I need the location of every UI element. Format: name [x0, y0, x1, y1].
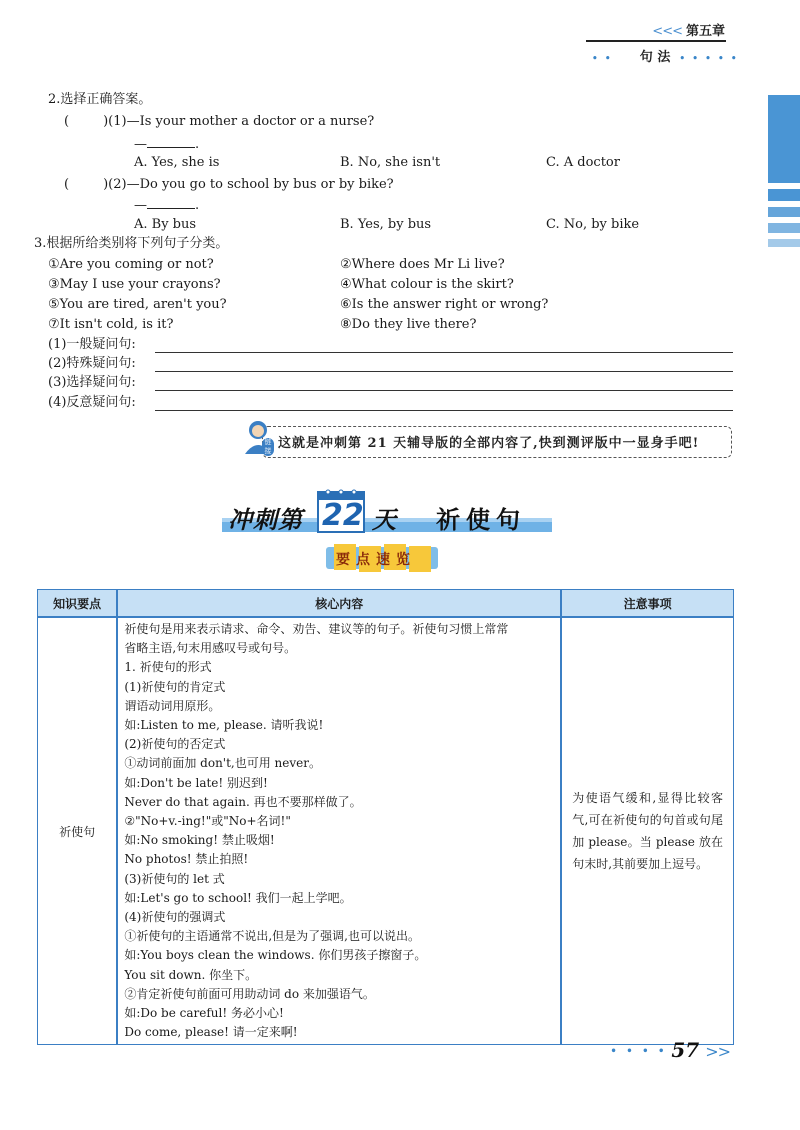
dots-right-icon: • • • • •: [679, 54, 739, 64]
keypoints-label: 要点速览: [336, 552, 416, 568]
core-line: ②肯定祈使句前面可用助动词 do 来加强语气。: [124, 986, 375, 1001]
dash: —: [134, 137, 147, 152]
q2-item-1-stem: [64, 113, 374, 131]
answer-line-1[interactable]: [155, 351, 733, 353]
sentence-5: ⑤You are tired, aren't you?: [48, 297, 227, 312]
answer-line-4[interactable]: [155, 409, 733, 411]
q3-title: 3.根据所给类别将下列句子分类。: [34, 236, 229, 251]
side-tab: [768, 95, 800, 183]
category-2: (2)特殊疑问句:: [48, 356, 136, 371]
core-line: ①动词前面加 don't,也可用 never。: [124, 756, 321, 771]
core-line: 省略主语,句末用感叹号或句号。: [124, 641, 297, 656]
paren-close: ): [103, 177, 109, 192]
title-topic: 祈使句: [436, 505, 526, 534]
core-line: You sit down. 你坐下。: [124, 967, 258, 982]
chevron-left-icon: <<<: [652, 24, 682, 39]
category-1: (1)一般疑问句:: [48, 337, 136, 352]
core-line: 祈使句是用来表示请求、命令、劝告、建议等的句子。祈使句习惯上常常: [124, 622, 509, 636]
core-line: 如:Let's go to school! 我们一起上学吧。: [124, 890, 352, 905]
title-prefix: 冲刺第: [228, 505, 303, 534]
side-tab: [768, 207, 800, 217]
chapter-label: [652, 20, 725, 39]
option-c: C. A doctor: [546, 155, 620, 170]
category-4: (4)反意疑问句:: [48, 395, 136, 410]
sentence-1: ①Are you coming or not?: [48, 257, 214, 272]
answer-line-3[interactable]: [155, 389, 733, 391]
dots-left-icon: • •: [592, 54, 613, 64]
period: .: [195, 198, 200, 213]
core-line: 如:Listen to me, please. 请听我说!: [124, 718, 324, 733]
core-line: 1. 祈使句的形式: [124, 660, 212, 675]
paren-open: (: [64, 177, 70, 192]
dash: —: [134, 198, 147, 213]
core-line: (3)祈使句的 let 式: [124, 871, 225, 886]
table-row: [37, 617, 734, 1045]
core-line: 如:Don't be late! 别迟到!: [124, 775, 268, 790]
side-tab: [768, 239, 800, 247]
item-stem: —Do you go to school by bus or by bike?: [126, 177, 394, 192]
core-line: No photos! 禁止拍照!: [124, 852, 249, 867]
title-suffix: 天: [372, 505, 397, 534]
link-tag-char: 链: [264, 438, 272, 446]
item-stem: —Is your mother a doctor or a nurse?: [126, 114, 375, 129]
paren-open: (: [64, 114, 70, 129]
core-line: (2)祈使句的否定式: [124, 737, 226, 752]
day-number: 22: [322, 498, 364, 533]
core-line: (1)祈使句的肯定式: [124, 679, 226, 694]
bubble-text: 这就是冲刺第 21 天辅导版的全部内容了,快到测评版中一显身手吧!: [278, 436, 700, 451]
item-number: (2): [108, 177, 127, 192]
core-line: 如:Do be careful! 务必小心!: [124, 1006, 284, 1021]
period: .: [195, 137, 200, 152]
q2-item-1-answer[interactable]: [134, 135, 199, 154]
core-line: Never do that again. 再也不要那样做了。: [124, 794, 362, 809]
q2-title: 2.选择正确答案。: [48, 92, 152, 107]
sentence-8: ⑧Do they live there?: [340, 317, 477, 332]
core-line: ②"No+v.-ing!"或"No+名词!": [124, 814, 291, 829]
q2-item-2-answer[interactable]: [134, 196, 199, 215]
core-line: 如:You boys clean the windows. 你们男孩子擦窗子。: [124, 948, 427, 963]
option-c: C. No, by bike: [546, 217, 640, 232]
option-a: A. By bus: [134, 217, 197, 232]
link-tag: [262, 438, 274, 456]
item-number: (1): [108, 114, 127, 129]
chevron-right-icon: >>: [705, 1042, 730, 1061]
core-line: 如:No smoking! 禁止吸烟!: [124, 833, 275, 848]
header-note: 注意事项: [561, 589, 734, 617]
core-line: Do come, please! 请一定来啊!: [124, 1025, 298, 1040]
page-number-value: 57: [671, 1038, 700, 1062]
sentence-3: ③May I use your crayons?: [48, 277, 221, 292]
chapter-title: 第五章: [685, 24, 725, 39]
grammar-table: [37, 589, 734, 1045]
header-key: 知识要点: [37, 589, 117, 617]
category-3: (3)选择疑问句:: [48, 375, 136, 390]
section-title: 句 法: [639, 50, 671, 65]
q2-item-2-stem: [64, 176, 394, 194]
header-rule: [586, 40, 726, 42]
sentence-4: ④What colour is the skirt?: [340, 277, 514, 292]
sentence-7: ⑦It isn't cold, is it?: [48, 317, 174, 332]
core-line: (4)祈使句的强调式: [124, 910, 226, 925]
option-b: B. No, she isn't: [340, 155, 441, 170]
option-a: A. Yes, she is: [134, 155, 220, 170]
sentence-6: ⑥Is the answer right or wrong?: [340, 297, 549, 312]
core-line: ①祈使句的主语通常不说出,但是为了强调,也可以说出。: [124, 929, 420, 944]
option-b: B. Yes, by bus: [340, 217, 432, 232]
answer-blank[interactable]: [147, 135, 195, 148]
sentence-2: ②Where does Mr Li live?: [340, 257, 505, 272]
page-number: [610, 1038, 730, 1062]
header-core: 核心内容: [117, 589, 561, 617]
core-cell: [117, 617, 561, 1045]
section-label: [592, 46, 739, 65]
note-cell: 为使语气缓和,显得比较客气,可在祈使句的句首或句尾加 please。当 please 放在句末时,其前要加上逗号。: [561, 617, 734, 1045]
link-tag-char: 接: [264, 447, 272, 455]
side-tabs: [768, 95, 800, 253]
paren-close: ): [103, 114, 109, 129]
core-line: 谓语动词用原形。: [124, 698, 221, 713]
side-tab: [768, 189, 800, 201]
dots-icon: • • • •: [610, 1046, 668, 1057]
side-tab: [768, 223, 800, 233]
answer-line-2[interactable]: [155, 370, 733, 372]
answer-blank[interactable]: [147, 196, 195, 209]
key-cell: 祈使句: [37, 617, 117, 1045]
